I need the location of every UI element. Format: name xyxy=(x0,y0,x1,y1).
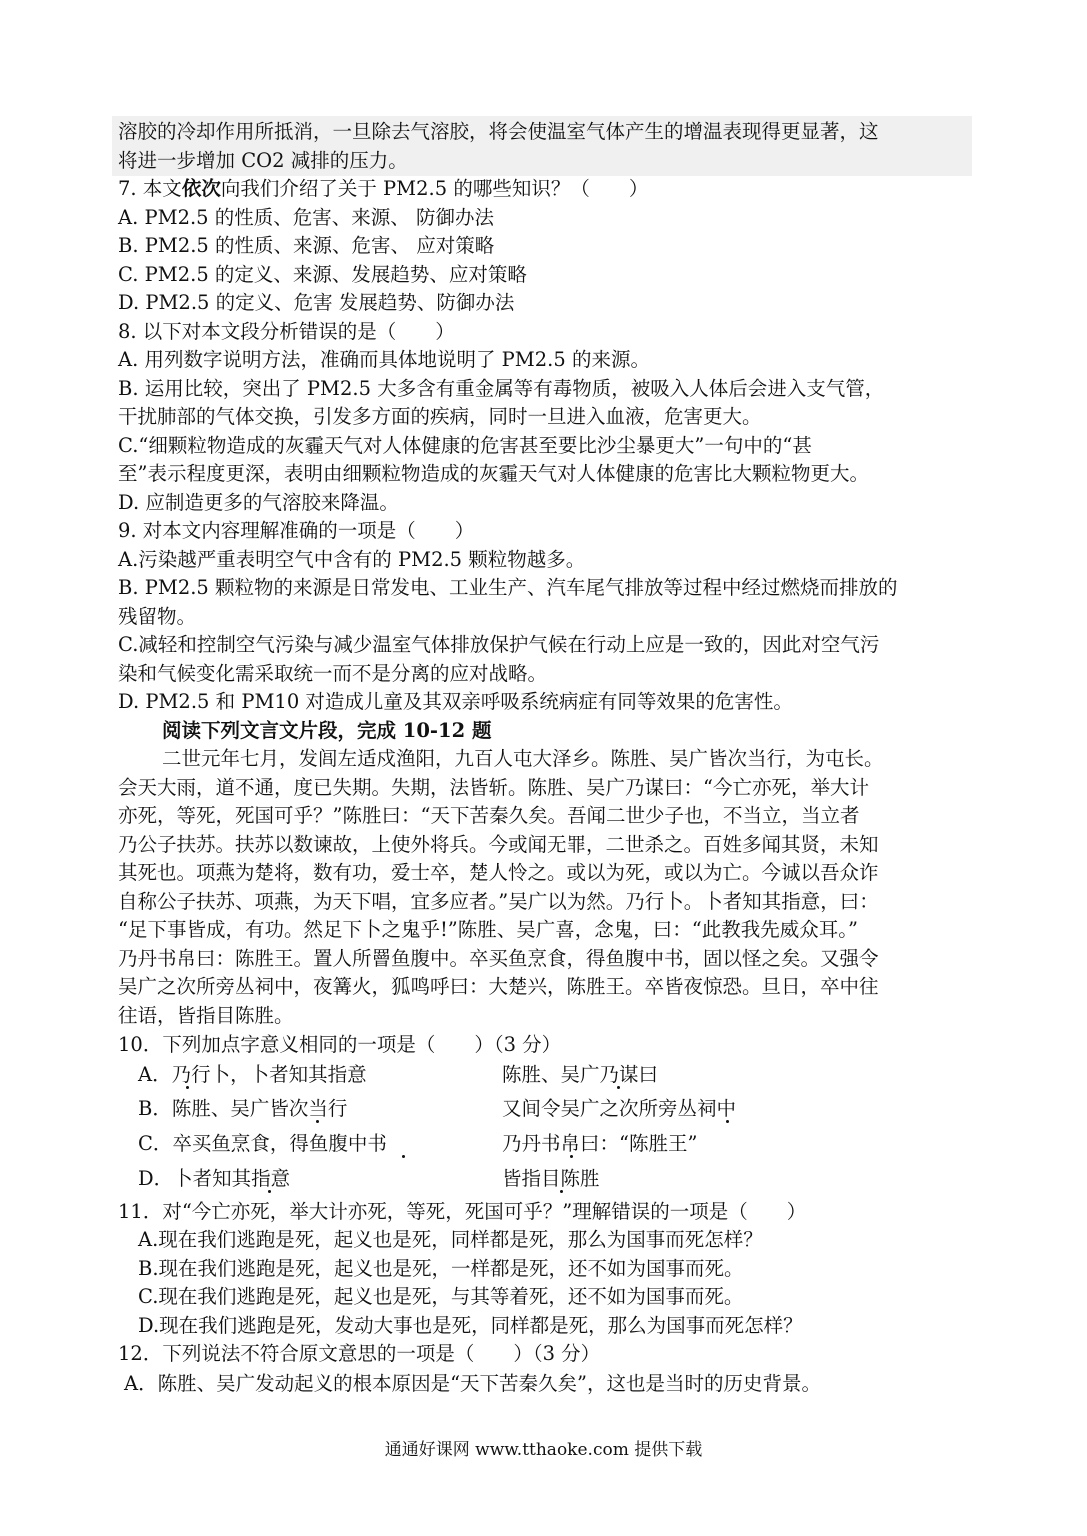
classical-line: 二世元年七月，发闾左适戍渔阳，九百人屯大泽乡。陈胜、吴广皆次当行，为屯长。 xyxy=(162,747,884,770)
q9-line: C.减轻和控制空气污染与减少温室气体排放保护气候在行动上应是一致的，因此对空气污 xyxy=(118,633,880,656)
q12-option-a: A．陈胜、吴广发动起义的根本原因是“天下苦秦久矣”，这也是当时的历史背景。 xyxy=(124,1372,822,1395)
classical-line: 吴广之次所旁丛祠中，夜篝火，狐鸣呼曰：大楚兴，陈胜王。卒皆夜惊恐。旦日，卒中往 xyxy=(118,975,879,998)
q10-option-d-left: D．卜者知其指意 xyxy=(138,1167,291,1190)
emphasis-dot xyxy=(268,1190,271,1193)
q11-option-b: B.现在我们逃跑是死，起义也是死，一样都是死，还不如为国事而死。 xyxy=(138,1257,744,1280)
q7-stem-post: 向我们介绍了关于 PM2.5 的哪些知识？（ ） xyxy=(220,177,649,200)
question-11-stem: 11．对“今亡亦死，举大计亦死，等死，死国可乎？”理解错误的一项是（ ） xyxy=(118,1200,807,1223)
classical-line: 乃丹书帛曰：陈胜王。置人所罾鱼腹中。卒买鱼烹食，得鱼腹中书，固以怪之矣。又强令 xyxy=(118,947,879,970)
emphasis-dot xyxy=(402,1155,405,1158)
question-9-stem: 9. 对本文内容理解准确的一项是（ ） xyxy=(118,519,475,542)
q10-option-a-right: 陈胜、吴广乃谋曰 xyxy=(502,1063,659,1086)
classical-line: 自称公子扶苏、项燕，为天下唱，宜多应者。”吴广以为然。乃行卜。卜者知其指意，曰： xyxy=(118,890,879,913)
emphasis-dot xyxy=(617,1086,620,1089)
q9-line: A.污染越严重表明空气中含有的 PM2.5 颗粒物越多。 xyxy=(118,548,586,571)
q7-option-b: B. PM2.5 的性质、来源、危害、 应对策略 xyxy=(118,234,495,257)
classical-line: 其死也。项燕为楚将，数有功，爱士卒，楚人怜之。或以为死，或以为亡。今诚以吾众诈 xyxy=(118,861,879,884)
q11-option-a: A.现在我们逃跑是死，起义也是死，同样都是死，那么为国事而死怎样？ xyxy=(138,1228,763,1251)
q8-line: C.“细颗粒物造成的灰霾天气对人体健康的危害甚至要比沙尘暴更大”一句中的“甚 xyxy=(118,434,812,457)
q10-option-c-left: C．卒买鱼烹食，得鱼腹中书 xyxy=(138,1132,387,1155)
classical-line: 乃公子扶苏。扶苏以数谏故，上使外将兵。今或闻无罪，二世杀之。百姓多闻其贤，未知 xyxy=(118,833,879,856)
passage-line: 溶胶的冷却作用所抵消，一旦除去气溶胶，将会使温室气体产生的增温表现得更显著，这 xyxy=(118,120,879,143)
q7-stem-pre: 7. 本文 xyxy=(118,177,182,200)
question-8-stem: 8. 以下对本文段分析错误的是（ ） xyxy=(118,320,455,343)
emphasis-dot xyxy=(570,1155,573,1158)
emphasis-dot xyxy=(560,1190,563,1193)
q9-line: D. PM2.5 和 PM10 对造成儿童及其双亲呼吸系统病症有同等效果的危害性。 xyxy=(118,690,793,713)
emphasis-dot xyxy=(316,1120,319,1123)
q10-option-c-right: 乃丹书帛曰：“陈胜王” xyxy=(502,1132,698,1155)
q7-option-c: C. PM2.5 的定义、来源、发展趋势、应对策略 xyxy=(118,263,527,286)
q9-line: 残留物。 xyxy=(118,605,197,628)
question-10-stem: 10．下列加点字意义相同的一项是（ ）（3 分） xyxy=(118,1033,562,1056)
q10-option-b-right: 又间令吴广之次所旁丛祠中 xyxy=(502,1097,737,1120)
classical-line: 会天大雨，道不通，度已失期。失期，法皆斩。陈胜、吴广乃谋曰：“今亡亦死，举大计 xyxy=(118,776,869,799)
q9-line: B. PM2.5 颗粒物的来源是日常发电、工业生产、汽车尾气排放等过程中经过燃烧而排放的 xyxy=(118,576,898,599)
page-footer: 通通好课网 www.tthaoke.com 提供下载 xyxy=(384,1440,703,1460)
classical-line: “足下事皆成，有功。然足下卜之鬼乎!”陈胜、吴广喜，念鬼，曰：“此教我先威众耳。” xyxy=(118,918,858,941)
q7-stem-bold: 依次 xyxy=(181,177,221,200)
q8-line: 至”表示程度更深，表明由细颗粒物造成的灰霾天气对人体健康的危害比大颗粒物更大。 xyxy=(118,462,869,485)
q8-line: D. 应制造更多的气溶胶来降温。 xyxy=(118,491,399,514)
q9-line: 染和气候变化需采取统一而不是分离的应对战略。 xyxy=(118,662,548,685)
classical-line: 往语，皆指目陈胜。 xyxy=(118,1004,294,1027)
classical-line: 亦死，等死，死国可乎？”陈胜曰：“天下苦秦久矣。吾闻二世少子也，不当立，当立者 xyxy=(118,804,860,827)
section-title: 阅读下列文言文片段，完成 10-12 题 xyxy=(162,719,492,742)
q10-option-a-left: A．乃行卜，卜者知其指意 xyxy=(138,1063,367,1086)
q7-option-a: A. PM2.5 的性质、危害、来源、 防御办法 xyxy=(118,206,494,229)
emphasis-dot xyxy=(186,1086,189,1089)
q8-line: A. 用列数字说明方法，准确而具体地说明了 PM2.5 的来源。 xyxy=(118,348,650,371)
passage-line: 将进一步增加 CO2 减排的压力。 xyxy=(118,149,408,172)
q10-option-b-left: B．陈胜、吴广皆次当行 xyxy=(138,1097,348,1120)
q7-option-d: D. PM2.5 的定义、危害 发展趋势、防御办法 xyxy=(118,291,515,314)
q11-option-c: C.现在我们逃跑是死，起义也是死，与其等着死，还不如为国事而死。 xyxy=(138,1285,744,1308)
question-12-stem: 12．下列说法不符合原文意思的一项是（ ）（3 分） xyxy=(118,1342,601,1365)
emphasis-dot xyxy=(726,1120,729,1123)
question-7-stem xyxy=(118,175,648,203)
q8-line: 干扰肺部的气体交换，引发多方面的疾病，同时一旦进入血液，危害更大。 xyxy=(118,405,762,428)
q11-option-d: D.现在我们逃跑是死，发动大事也是死，同样都是死，那么为国事而死怎样？ xyxy=(138,1314,803,1337)
q8-line: B. 运用比较，突出了 PM2.5 大多含有重金属等有毒物质，被吸入人体后会进入支气管， xyxy=(118,377,885,400)
q10-option-d-right: 皆指目陈胜 xyxy=(502,1167,600,1190)
